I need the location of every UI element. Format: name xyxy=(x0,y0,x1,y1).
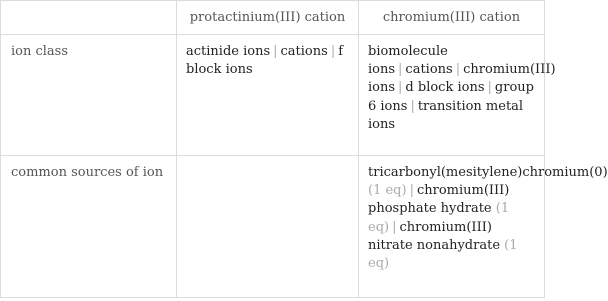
protactinium-column-header: protactinium(III) cation xyxy=(177,1,359,35)
common-sources-label: common sources of ion xyxy=(1,156,177,298)
separator: | xyxy=(455,62,461,78)
separator: | xyxy=(487,80,492,96)
ion-class-row xyxy=(1,35,545,156)
ion-class-item: cations xyxy=(280,44,328,59)
common-sources-row xyxy=(1,156,545,298)
ion-class-item: d block ions xyxy=(405,80,485,96)
separator: | xyxy=(409,183,414,199)
separator: | xyxy=(398,80,403,96)
separator: | xyxy=(273,44,278,59)
source-quantity: (1 eq) xyxy=(368,237,518,272)
ion-class-item: chromium(III) ions xyxy=(368,62,556,96)
separator: | xyxy=(392,219,397,235)
ion-class-item: actinide ions xyxy=(186,44,271,59)
protactinium-sources-cell xyxy=(177,156,359,298)
ion-class-item: cations xyxy=(405,62,453,78)
header-row xyxy=(1,1,545,35)
source-compound-name: chromium(III) nitrate nonahydrate xyxy=(368,219,501,253)
chromium-sources-cell xyxy=(359,156,608,298)
corner-header-cell xyxy=(1,1,177,35)
source-compound-name: chromium(III) phosphate hydrate xyxy=(368,183,510,217)
source-quantity: (1 eq) xyxy=(368,183,407,199)
ion-class-item: biomolecule ions xyxy=(368,44,448,78)
protactinium-ion-class-cell xyxy=(177,35,359,156)
separator: | xyxy=(398,62,403,78)
separator: | xyxy=(410,98,415,114)
chromium-column-header: chromium(III) cation xyxy=(359,1,545,35)
source-compound-name: tricarbonyl(mesitylene)chromium(0) xyxy=(368,165,608,180)
separator: | xyxy=(330,44,336,59)
ion-class-item: transition metal ions xyxy=(368,98,524,132)
chromium-ion-class-cell xyxy=(359,35,556,156)
source-quantity: (1 eq) xyxy=(368,201,510,235)
ion-class-item: f block ions xyxy=(186,44,344,78)
ion-class-item: group 6 ions xyxy=(368,80,534,114)
ion-class-label: ion class xyxy=(1,35,177,156)
